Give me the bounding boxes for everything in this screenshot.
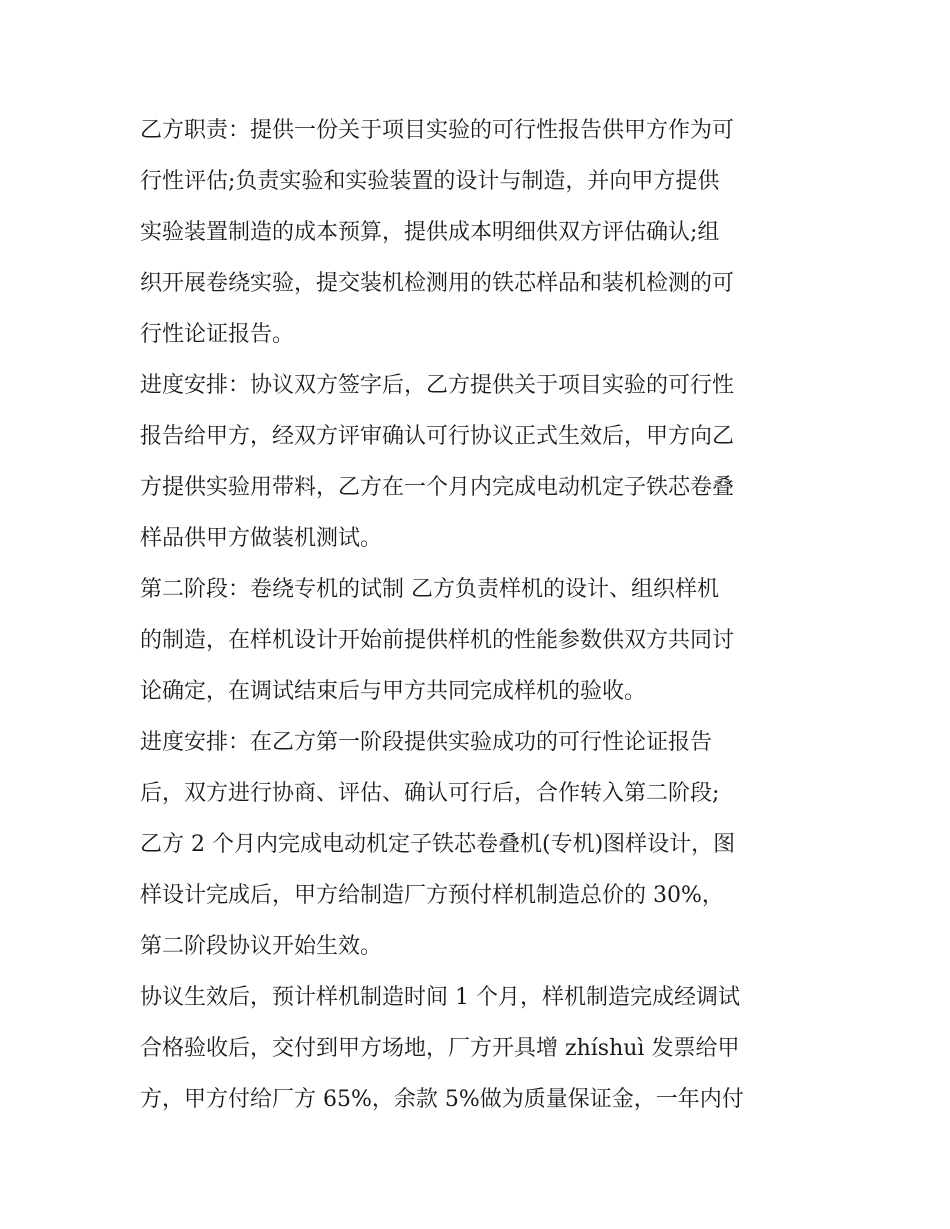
text-line: 实验装置制造的成本预算，提供成本明细供双方评估确认;组 [140,220,720,245]
text-line: 织开展卷绕实验，提交装机检测用的铁芯样品和装机检测的可 [140,271,735,296]
text-line: 乙方 2 个月内完成电动机定子铁芯卷叠机(专机)图样设计，图 [140,832,736,857]
text-line: 协议生效后，预计样机制造时间 1 个月，样机制造完成经调试 [140,985,740,1010]
text-line: 乙方职责：提供一份关于项目实验的可行性报告供甲方作为可 [140,118,735,143]
text-line: 样品供甲方做装机测试。 [140,526,383,551]
document-body [140,105,830,1125]
text-line: 后，双方进行协商、评估、确认可行后，合作转入第二阶段; [140,781,720,806]
text-line: 行性评估;负责实验和实验装置的设计与制造，并向甲方提供 [140,169,720,194]
text-line: 第二阶段：卷绕专机的试制 乙方负责样机的设计、组织样机 [140,577,719,602]
text-line: 合格验收后，交付到甲方场地，厂方开具增 zhíshuì 发票给甲 [140,1036,740,1061]
text-line: 论确定，在调试结束后与甲方共同完成样机的验收。 [140,679,647,704]
text-line: 行性论证报告。 [140,322,295,347]
text-line: 方，甲方付给厂方 65%，余款 5%做为质量保证金，一年内付 [140,1087,744,1112]
text-line: 的制造，在样机设计开始前提供样机的性能参数供双方共同讨 [140,628,735,653]
text-line: 进度安排：协议双方签字后，乙方提供关于项目实验的可行性 [140,373,735,398]
text-line: 报告给甲方，经双方评审确认可行协议正式生效后，甲方向乙 [140,424,735,449]
text-line: 第二阶段协议开始生效。 [140,934,383,959]
text-line: 样设计完成后，甲方给制造厂方预付样机制造总价的 30%， [140,883,724,908]
text-line: 进度安排：在乙方第一阶段提供实验成功的可行性论证报告 [140,730,713,755]
text-line: 方提供实验用带料，乙方在一个月内完成电动机定子铁芯卷叠 [140,475,735,500]
